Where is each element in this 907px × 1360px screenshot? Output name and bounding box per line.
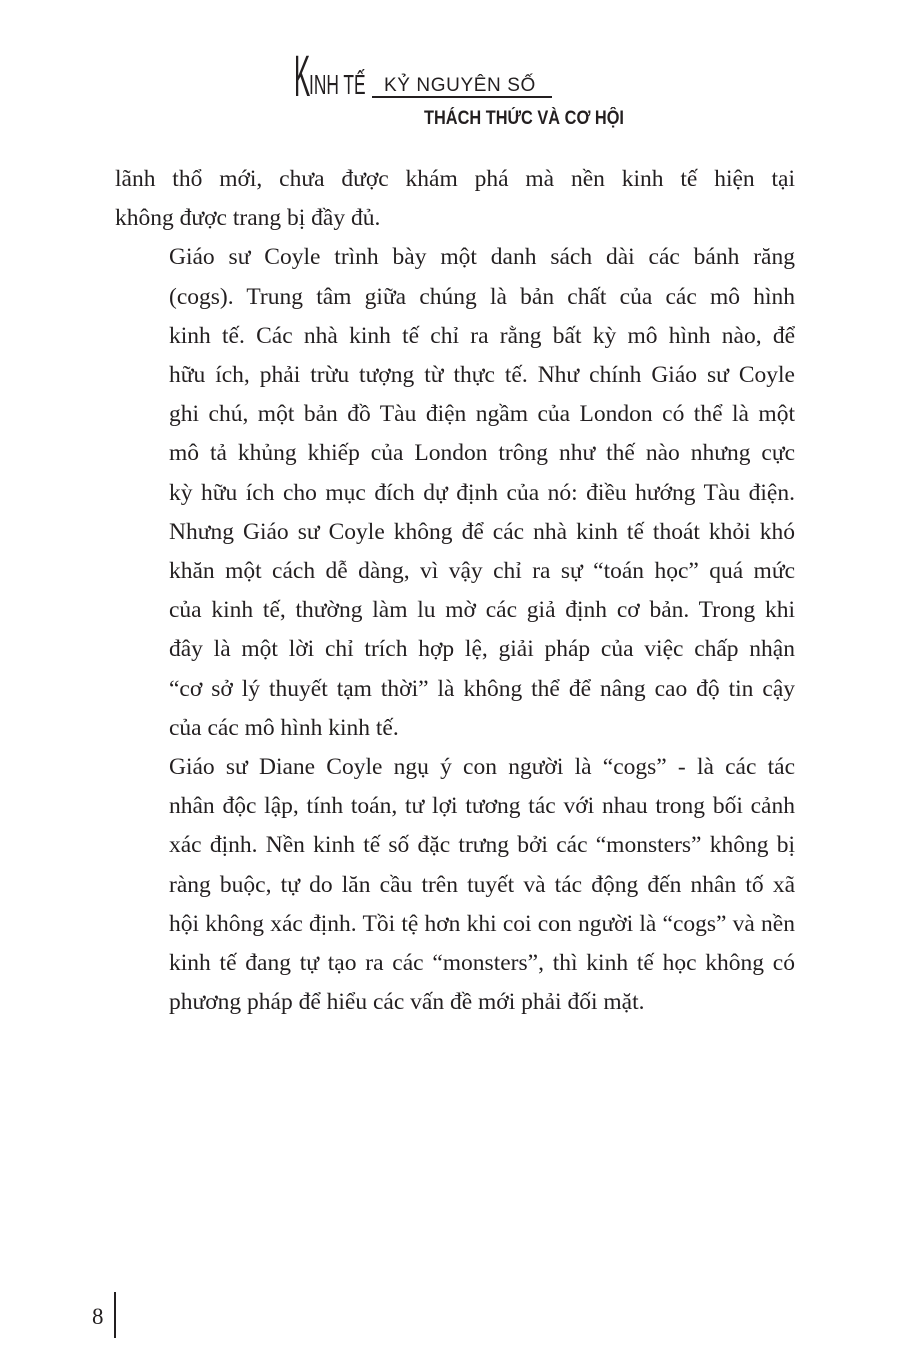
header-title-initial: K <box>294 44 311 109</box>
paragraph-line: của kinh tế, thường làm lu mờ các giả định cơ bản. Trong khi <box>169 597 795 624</box>
paragraph-line: Giáo sư Diane Coyle ngụ ý con người là “cogs” - là các tác <box>169 754 795 781</box>
paragraph-1 <box>115 160 795 238</box>
paragraph-line: ghi chú, một bản đồ Tàu điện ngầm của London có thể là một <box>169 401 795 428</box>
folio-rule <box>114 1292 116 1338</box>
paragraph-3 <box>115 748 795 1022</box>
running-header <box>290 44 624 136</box>
paragraph-line: mô tả khủng khiếp của London trông như thế nào nhưng cực <box>169 440 795 467</box>
paragraph-line: Giáo sư Coyle trình bày một danh sách dài các bánh răng <box>169 244 795 271</box>
paragraph-line: lãnh thổ mới, chưa được khám phá mà nền kinh tế hiện tại <box>115 166 795 192</box>
paragraph-line: phương pháp để hiểu các vấn đề mới phải đối mặt. <box>169 989 645 1016</box>
paragraph-line: đây là một lời chỉ trích hợp lệ, giải pháp của việc chấp nhận <box>169 636 795 663</box>
paragraph-line: (cogs). Trung tâm giữa chúng là bản chất của các mô hình <box>169 283 795 310</box>
paragraph-line: kinh tế đang tự tạo ra các “monsters”, thì kinh tế học không có <box>169 950 795 977</box>
paragraph-line: không được trang bị đầy đủ. <box>115 205 381 232</box>
paragraph-line: nhân độc lập, tính toán, tư lợi tương tác với nhau trong bối cảnh <box>169 793 795 820</box>
page-number: 8 <box>92 1304 104 1329</box>
header-rule <box>372 96 552 98</box>
paragraph-line: “cơ sở lý thuyết tạm thời” là không thể để nâng cao độ tin cậy <box>169 675 795 702</box>
paragraph-line: ràng buộc, tự do lăn cầu trên tuyết và tác động đến nhân tố xã <box>169 871 795 898</box>
header-title-era: KỶ NGUYÊN SỐ <box>384 75 536 96</box>
paragraph-line: kỳ hữu ích cho mục đích dự định của nó: điều hướng Tàu điện. <box>169 479 795 506</box>
paragraph-line: khăn một cách dễ dàng, vì vậy chỉ ra sự “toán học” quá mức <box>169 558 795 585</box>
paragraph-line: hội không xác định. Tồi tệ hơn khi coi con người là “cogs” và nền <box>169 910 795 937</box>
paragraph-line: kinh tế. Các nhà kinh tế chỉ ra rằng bất kỳ mô hình nào, để <box>169 322 795 349</box>
paragraph-line: hữu ích, phải trừu tượng từ thực tế. Như chính Giáo sư Coyle <box>169 362 795 389</box>
paragraph-line: của các mô hình kinh tế. <box>169 714 399 741</box>
body-text <box>115 160 795 1022</box>
header-title-rest: INH TẾ <box>309 69 366 100</box>
header-subtitle: THÁCH THỨC VÀ CƠ HỘI <box>424 108 624 129</box>
paragraph-line: xác định. Nền kinh tế số đặc trưng bởi các “monsters” không bị <box>169 832 795 859</box>
paragraph-line: Nhưng Giáo sư Coyle không để các nhà kinh tế thoát khỏi khó <box>169 518 795 545</box>
paragraph-2 <box>115 238 795 748</box>
